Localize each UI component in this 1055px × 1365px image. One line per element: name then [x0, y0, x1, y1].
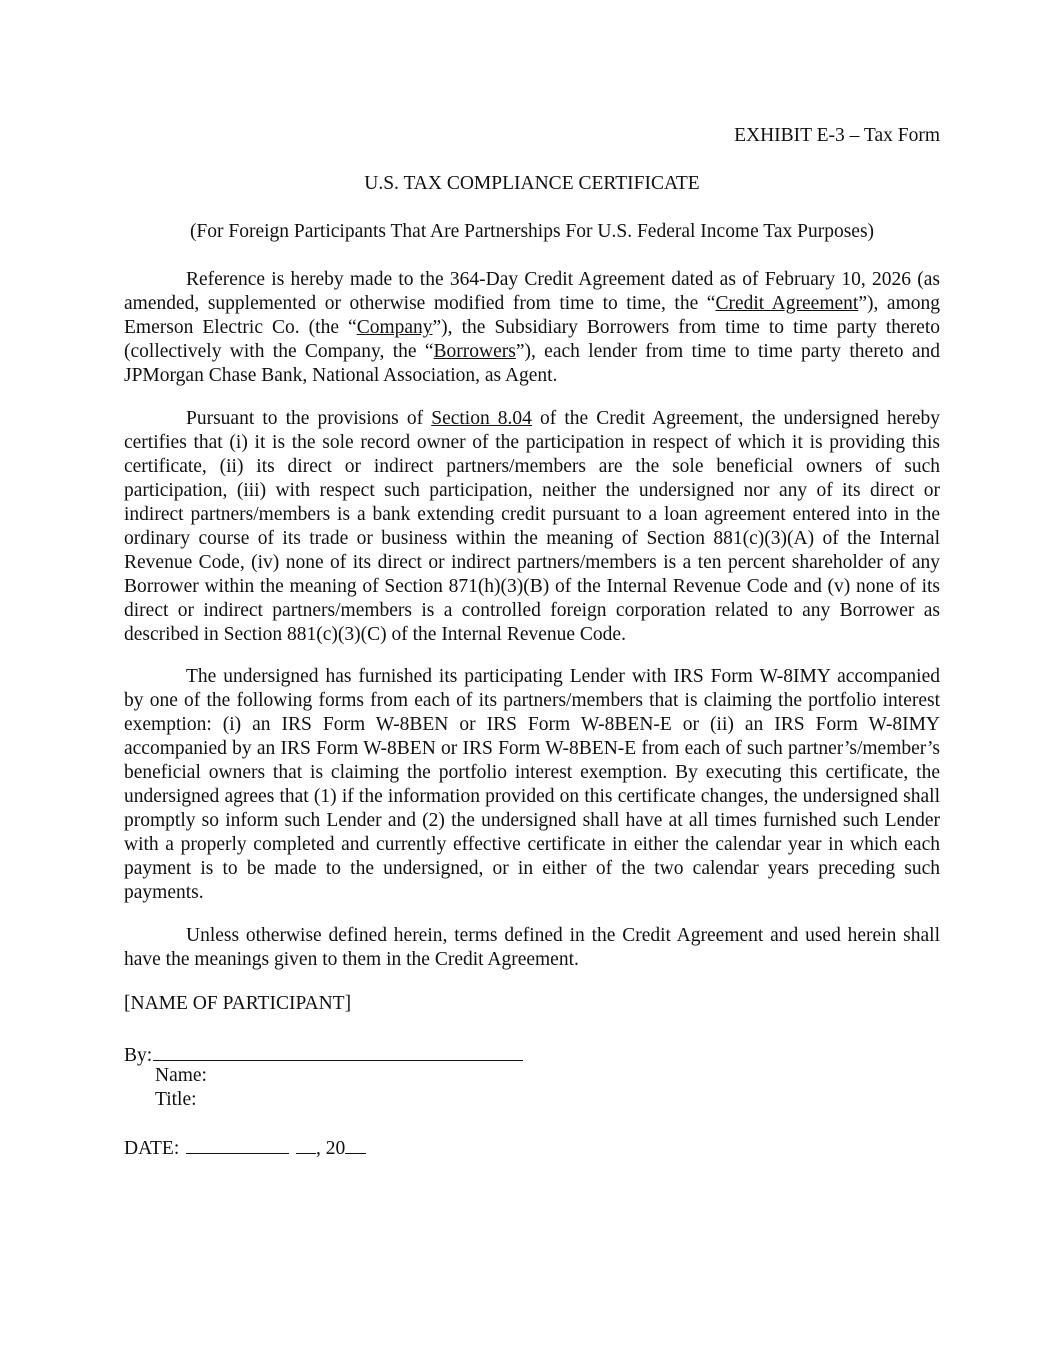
certification-text-1: Pursuant to the provisions of	[186, 408, 432, 429]
date-row	[124, 1135, 366, 1161]
date-year-blank	[345, 1135, 366, 1154]
certification-text-2: of the Credit Agreement, the undersigned hereby certifies that (i) it is the sole record owner of the participation in respect of which it is providing this certificate, (ii) its direct or indirect partners/members are the sole beneficial owners of such participation, (iii) with respect such participation, neither the undersigned nor any of its direct or indirect partners/members is a bank extending credit pursuant to a loan agreement entered into in the ordinary course of its trade or business within the meaning of Section 881(c)(3)(A) of the Internal Revenue Code, (iv) none of its direct or indirect partners/members is a ten percent shareholder of any Borrower within the meaning of Section 871(h)(3)(B) of the Internal Revenue Code and (v) none of its direct or indirect partners/members is a controlled foreign corporation related to any Borrower as described in Section 881(c)(3)(C) of the Internal Revenue Code.	[124, 408, 941, 645]
date-separator: ,	[316, 1138, 321, 1159]
defined-term-credit-agreement: Credit Agreement	[715, 293, 859, 314]
signature-line	[153, 1040, 523, 1061]
document-title: U.S. TAX COMPLIANCE CERTIFICATE	[364, 173, 700, 194]
document-subtitle: (For Foreign Participants That Are Partnerships For U.S. Federal Income Tax Purposes)	[189, 221, 875, 242]
name-label: Name:	[155, 1065, 207, 1086]
year-prefix: 20	[325, 1138, 346, 1159]
date-day-blank	[296, 1135, 316, 1154]
forms-paragraph: The undersigned has furnished its participating Lender with IRS Form W-8IMY accompanied by one of the following forms from each of its partners/members that is claiming the portfolio interest exemption: (i) an IRS Form W-8BEN or IRS Form W-8BEN-E or (ii) an IRS Form W-8IMY accompanied by an IRS Form W-8BEN or IRS Form W-8BEN-E from each of such partner’s/member’s beneficial owners that is claiming the portfolio interest exemption. By executing this certificate, the undersigned agrees that (1) if the information provided on this certificate changes, the undersigned shall promptly so inform such Lender and (2) the undersigned shall have at all times furnished such Lender with a properly completed and currently effective certificate in either the calendar year in which each payment is to be made to the undersigned, or in either of the two calendar years preceding such payments.	[124, 666, 940, 903]
reference-text-3: ”), the Subsidiary Borrowers from time to time party thereto (collectively with the Company, the “	[124, 317, 940, 362]
title-label: Title:	[155, 1089, 197, 1110]
participant-name: [NAME OF PARTICIPANT]	[124, 993, 352, 1014]
reference-paragraph	[124, 268, 940, 388]
reference-text-4: ”), each lender from time to time party thereto and JPMorgan Chase Bank, National Association, as Agent.	[124, 341, 940, 386]
exhibit-label: EXHIBIT E-3 – Tax Form	[734, 125, 940, 146]
reference-text-1: Reference is hereby made to the 364-Day Credit Agreement dated as of February 10, 2026 (as amended, supplemented or otherwise modified from time to time, the “	[124, 269, 940, 314]
defined-term-borrowers: Borrowers	[433, 341, 516, 362]
date-month-blank	[186, 1135, 289, 1154]
by-label: By:	[124, 1045, 153, 1066]
section-reference: Section 8.04	[431, 408, 532, 429]
defined-term-company: Company	[356, 317, 433, 338]
certification-paragraph	[124, 407, 940, 647]
reference-text-2: ”), among Emerson Electric Co. (the “	[124, 293, 940, 338]
definitions-paragraph: Unless otherwise defined herein, terms defined in the Credit Agreement and used herein shall have the meanings given to them in the Credit Agreement.	[124, 925, 940, 970]
date-label: DATE:	[124, 1138, 180, 1159]
